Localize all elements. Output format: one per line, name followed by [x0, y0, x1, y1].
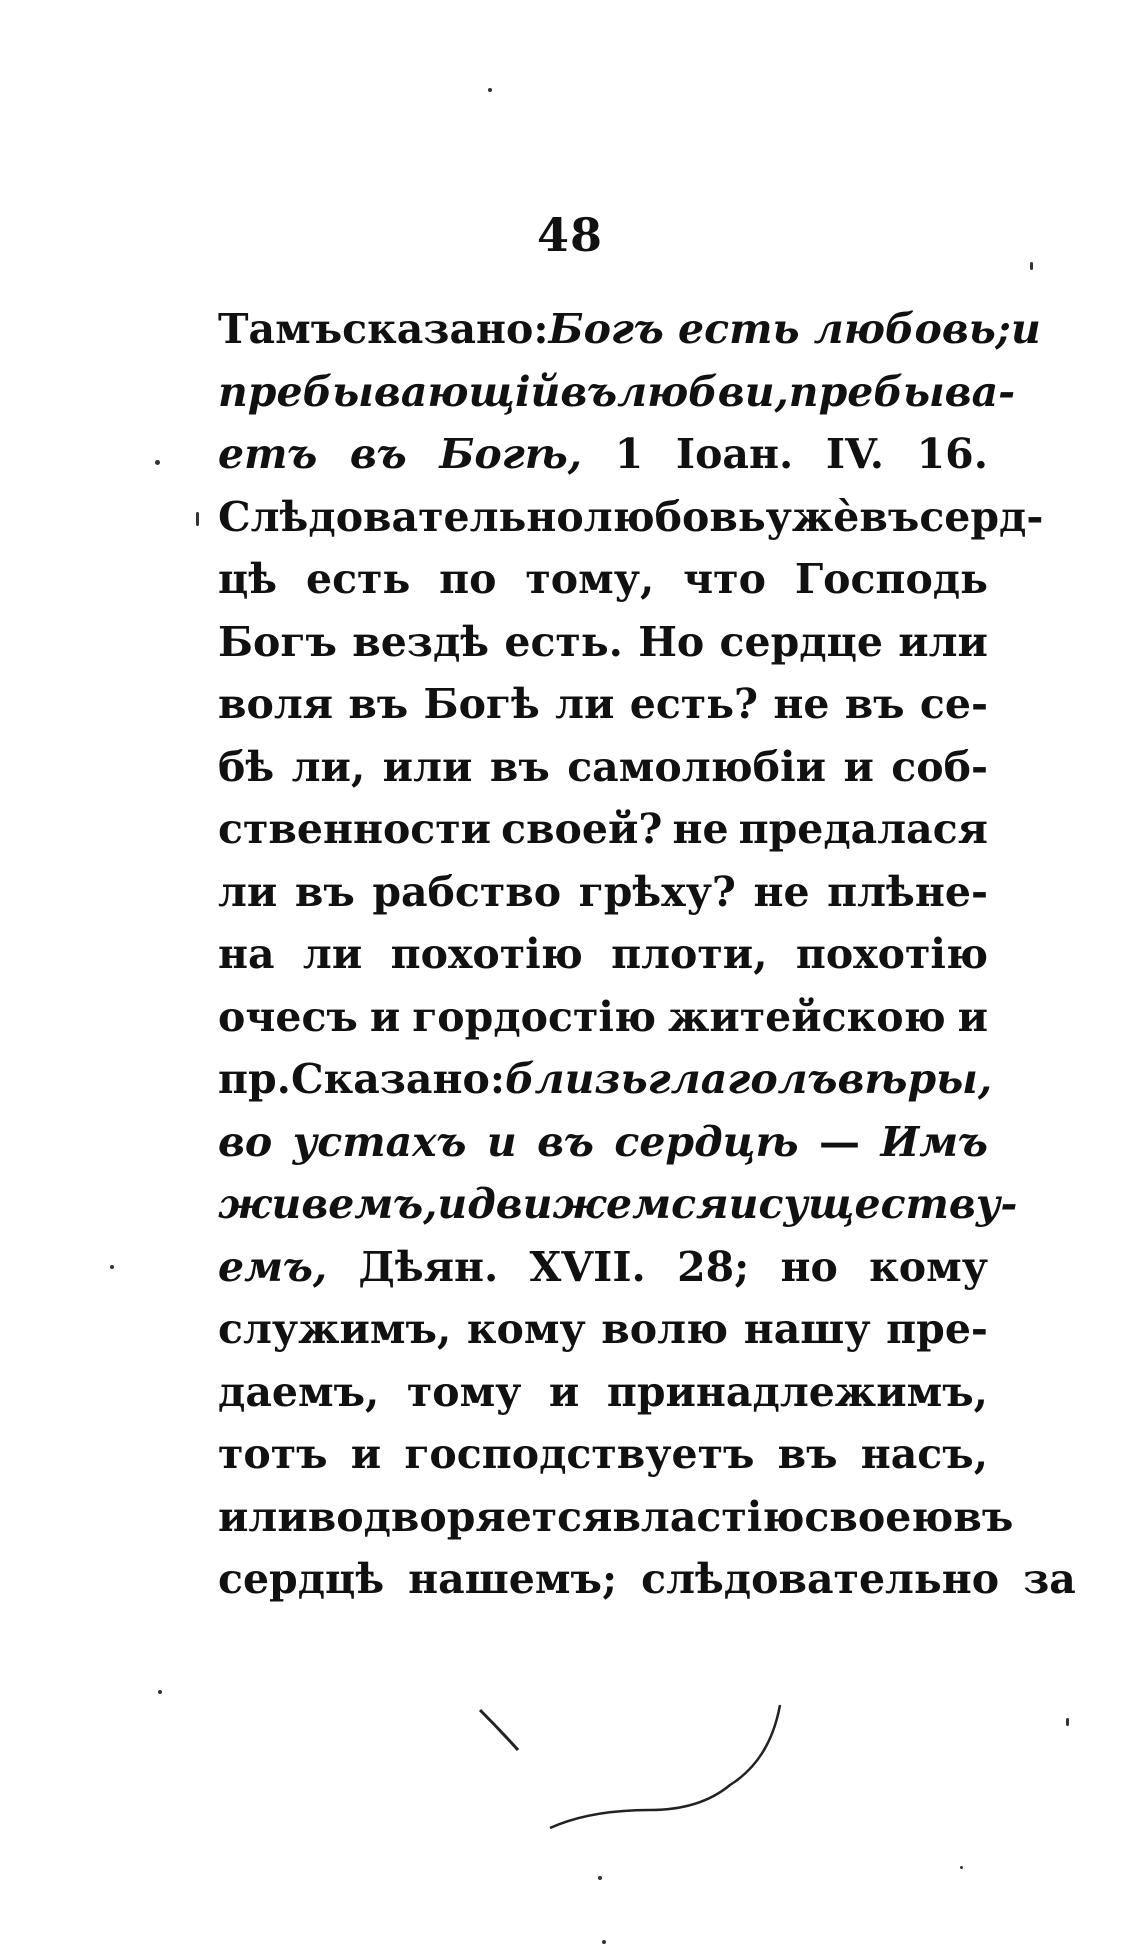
word: но	[780, 1242, 838, 1291]
scan-speck	[158, 1690, 162, 1694]
text-line	[218, 1423, 988, 1486]
word: своей?	[501, 805, 663, 853]
text-line	[218, 298, 1041, 361]
word: пребыва-	[788, 367, 1016, 416]
word: Іоан.	[675, 430, 794, 478]
scan-speck	[196, 512, 199, 526]
word: въ	[859, 492, 920, 541]
word: во	[218, 1117, 273, 1166]
word: IV.	[825, 430, 885, 478]
word: въ	[294, 867, 355, 916]
word: цѣ	[218, 555, 278, 603]
word: сказано:	[342, 305, 549, 353]
word: Богъ есть любовь;	[548, 305, 1011, 353]
word: се-	[919, 680, 988, 728]
word: плѣне-	[827, 867, 988, 916]
word: житейскою	[667, 992, 946, 1041]
word: есть	[306, 555, 411, 603]
word: что	[683, 555, 766, 603]
word: водворяется	[307, 1492, 613, 1541]
word: Богъ	[218, 617, 337, 666]
word: нашемъ;	[408, 1555, 618, 1603]
word: въ	[348, 680, 409, 728]
text-line	[218, 1173, 1018, 1236]
word: Богѣ	[423, 680, 540, 728]
text-line	[218, 486, 1044, 549]
text-line	[218, 1486, 1014, 1549]
word: Богѣ,	[439, 430, 583, 478]
word: волю	[601, 1305, 729, 1353]
text-line	[218, 361, 1016, 424]
word: самолюбіи	[567, 742, 826, 791]
word: гордостію	[412, 992, 656, 1041]
text-line	[218, 798, 988, 861]
scan-speck	[110, 1265, 114, 1269]
scan-speck	[488, 88, 492, 92]
word: любви,	[617, 367, 789, 416]
text-line	[218, 611, 988, 674]
word: сердцѣ	[218, 1555, 385, 1603]
word: сердце	[719, 617, 883, 666]
word: въ	[953, 1492, 1014, 1541]
word: есть.	[504, 617, 623, 666]
word: 28;	[677, 1242, 750, 1291]
pen-mark	[470, 1700, 810, 1840]
word: серд-	[919, 492, 1044, 541]
text-line	[218, 986, 988, 1049]
word: пр.	[218, 1055, 291, 1103]
text-line	[218, 1298, 988, 1361]
word: тому,	[525, 555, 655, 603]
word: похотію	[795, 930, 988, 978]
word: ужѐ	[765, 492, 860, 541]
word: не	[753, 867, 810, 916]
word: —	[819, 1117, 861, 1166]
word: въ	[560, 367, 618, 416]
scan-speck	[602, 1940, 606, 1944]
word: 1	[614, 430, 644, 478]
word: и	[548, 1367, 580, 1416]
word: вездѣ	[352, 617, 490, 666]
word: ли	[302, 930, 363, 978]
word: любовь	[583, 492, 766, 541]
word: Сказано:	[290, 1055, 505, 1103]
text-line	[218, 1361, 988, 1424]
word: своею	[804, 1492, 954, 1541]
word: Но	[638, 617, 705, 666]
word: даемъ,	[218, 1367, 380, 1416]
word: принадлежимъ,	[606, 1367, 988, 1416]
text-line	[218, 861, 988, 924]
word: ли,	[291, 742, 366, 791]
word: Господь	[794, 555, 988, 603]
text-line	[218, 736, 988, 799]
word: Слѣдовательно	[218, 492, 584, 541]
word: и	[843, 742, 874, 791]
word: не	[672, 805, 729, 853]
word: существу-	[758, 1180, 1018, 1228]
text-line	[218, 423, 988, 486]
word: въ	[489, 742, 550, 791]
word: нашу	[743, 1305, 871, 1353]
word: ственности	[218, 805, 492, 853]
word: живемъ,	[218, 1180, 438, 1228]
word: емъ,	[218, 1242, 328, 1291]
word: ли	[218, 867, 278, 916]
word: грѣху?	[578, 867, 736, 916]
word: глаголъ	[647, 1055, 838, 1103]
word: бѣ	[218, 742, 275, 791]
word: воля	[218, 680, 334, 728]
word: слѣдовательно	[641, 1555, 1000, 1603]
scan-speck	[598, 1876, 602, 1880]
word: или	[382, 742, 473, 791]
word: и	[350, 1430, 382, 1478]
word: и	[437, 1180, 468, 1228]
scan-speck	[155, 460, 160, 465]
word: Дѣян.	[358, 1242, 499, 1291]
word: соб-	[891, 742, 988, 791]
word: по	[439, 555, 497, 603]
word: есть?	[629, 680, 759, 728]
word: не	[773, 680, 830, 728]
word: Имъ	[880, 1117, 988, 1166]
word: кому	[466, 1305, 586, 1353]
word: и	[486, 1117, 517, 1166]
body-text	[218, 298, 1076, 1611]
scan-speck	[1066, 1718, 1069, 1726]
word: 16.	[916, 430, 988, 478]
text-line	[218, 673, 988, 736]
word: похотію	[390, 930, 583, 978]
word: предалася	[738, 805, 988, 853]
word: и	[957, 992, 988, 1041]
word: и	[1010, 305, 1041, 353]
word: устахъ	[292, 1117, 467, 1166]
word: и	[728, 1180, 759, 1228]
scan-speck	[960, 1866, 963, 1869]
word: вѣры,	[837, 1055, 993, 1103]
word: или	[218, 1492, 308, 1541]
word: сердцѣ	[614, 1117, 799, 1166]
text-line	[218, 923, 988, 986]
word: за	[1023, 1555, 1076, 1603]
text-line	[218, 1548, 1076, 1611]
word: въ	[537, 1117, 594, 1166]
text-line	[218, 1048, 993, 1111]
word: близь	[504, 1055, 648, 1103]
word: служимъ,	[218, 1305, 452, 1353]
word: въ	[777, 1430, 838, 1478]
word: властію	[612, 1492, 805, 1541]
word: кому	[869, 1242, 988, 1291]
word: пребывающій	[218, 367, 561, 416]
word: тому	[406, 1367, 522, 1416]
word: въ	[844, 680, 905, 728]
word: XVII.	[529, 1242, 646, 1291]
text-line	[218, 548, 988, 611]
word: плоти,	[611, 930, 768, 978]
word: господствуетъ	[404, 1430, 755, 1478]
word: етъ	[218, 430, 318, 478]
word: ли	[555, 680, 615, 728]
word: пре-	[886, 1305, 988, 1353]
word: движемся	[467, 1180, 729, 1228]
word: тотъ	[218, 1430, 328, 1478]
page-number: 48	[536, 208, 603, 262]
word: или	[898, 617, 988, 666]
scan-speck	[1030, 262, 1033, 270]
word: Тамъ	[218, 305, 343, 353]
word: рабство	[372, 867, 562, 916]
text-line	[218, 1236, 988, 1299]
word: и	[369, 992, 401, 1041]
word: насъ,	[860, 1430, 988, 1478]
word: въ	[349, 430, 407, 478]
word: очесъ	[218, 992, 358, 1041]
word: на	[218, 930, 275, 978]
text-line	[218, 1111, 988, 1174]
